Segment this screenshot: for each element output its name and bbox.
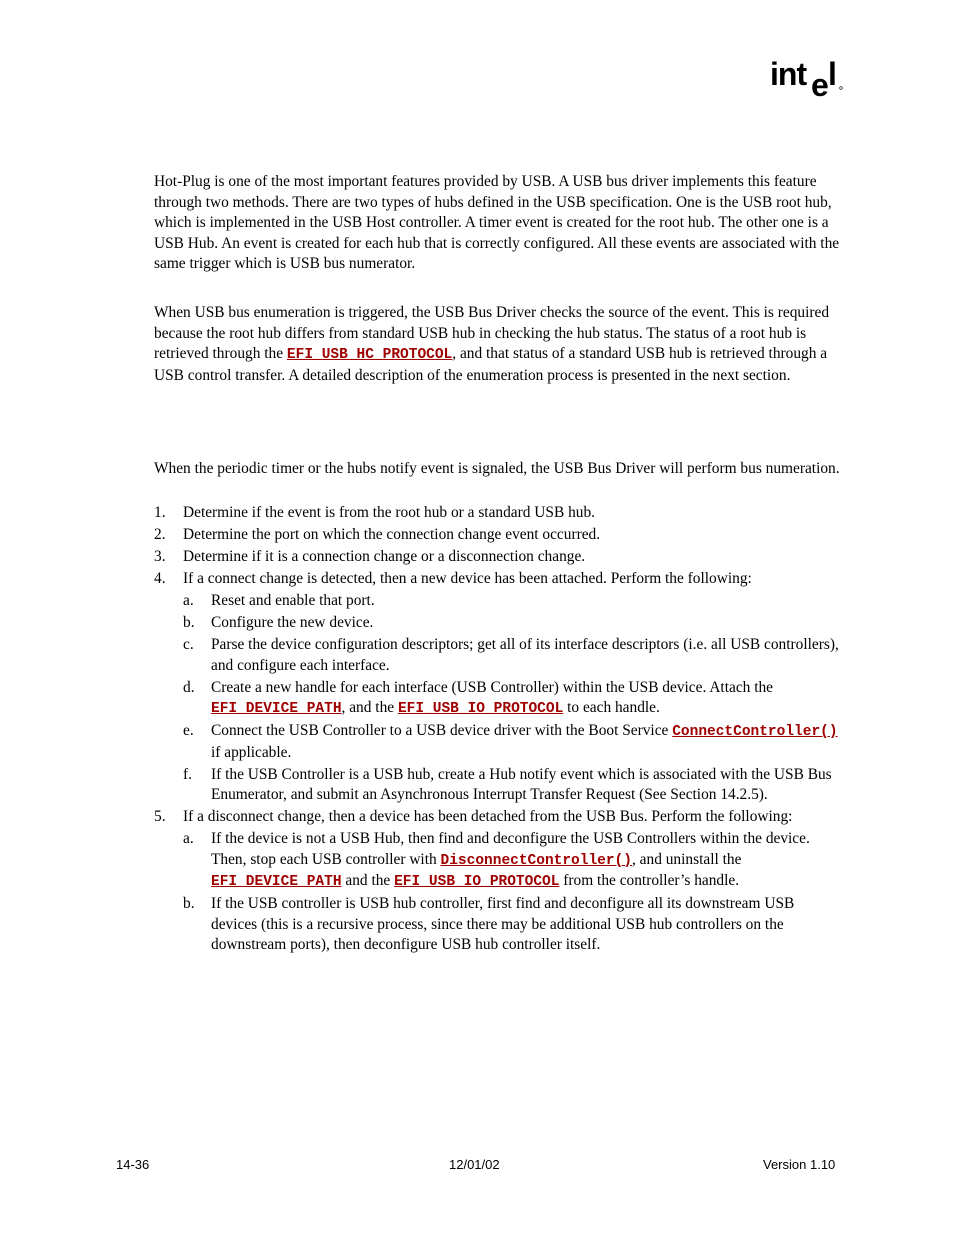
footer-version: Version 1.10 [763,1157,836,1172]
substep-text: Parse the device configuration descriptors; get all of its interface descriptors (i.e. all USB controllers), and configure each interface. [211,636,839,674]
step-number: 5. [154,808,166,825]
substep-letter: c. [183,636,194,653]
list-item [154,569,844,806]
disconnect-substeps-list [183,829,844,956]
substep-text: Connect the USB Controller to a USB device driver with the Boot Service [211,722,673,739]
substep-letter: d. [183,678,195,696]
list-item [183,765,844,806]
efi-device-path-link[interactable]: EFI_DEVICE_PATH [211,701,342,717]
substep-text: if applicable. [211,743,292,761]
substep-letter: f. [183,765,192,783]
connect-controller-link[interactable]: ConnectController() [672,724,838,740]
paragraph-text: , and that status of a standard USB hub is retrieved through a USB control transfer. A detailed description of the enumeration process is presented in the next section. [154,345,828,384]
efi-usb-io-protocol-link[interactable]: EFI_USB_IO_PROTOCOL [397,701,564,717]
list-item [183,635,844,676]
list-item [154,525,844,546]
substep-letter: b. [183,614,195,631]
substep-text: , and the [341,699,398,716]
substep-text: from the controller’s handle. [559,872,740,889]
svg-text:l: l [828,58,837,92]
footer-date: 12/01/02 [449,1157,500,1172]
substep-text: and the [341,872,395,889]
substep-text: Configure the new device. [211,614,374,631]
substep-letter: e. [183,722,194,739]
substep-letter: a. [183,830,194,847]
enumeration-steps-list [154,503,844,957]
connect-substeps-list [183,591,844,806]
substep-text: to each handle. [563,699,660,716]
efi-usb-hc-protocol-link[interactable]: EFI_USB_HC_PROTOCOL [286,347,453,363]
substep-letter: b. [183,895,195,912]
substep-text: If the device is not a USB Hub, then find and deconfigure the USB Controllers within the device. Then, stop each USB controller with [211,830,810,868]
step-text: Determine the port on which the connection change event occurred. [183,526,601,543]
footer-page-number: 14-36 [116,1157,150,1172]
substep-text: If the USB controller is USB hub controller, first find and deconfigure all its downstream USB devices (this is a recursive process, since there may be additional USB hub controllers on the downstream ports), then deconfigure USB hub controller itself. [211,895,795,953]
list-item [183,678,844,720]
list-item [183,829,844,893]
disconnect-controller-link[interactable]: DisconnectController() [440,852,632,869]
substep-text: , and uninstall the [631,850,742,868]
enumeration-trigger-paragraph [154,303,844,386]
step-number: 2. [154,526,166,543]
list-item [154,503,844,524]
svg-text:e: e [811,67,829,103]
efi-device-path-link[interactable]: EFI_DEVICE_PATH [211,874,342,890]
list-item [154,807,844,956]
list-item [183,894,844,956]
efi-usb-io-protocol-link[interactable]: EFI_USB_IO_PROTOCOL [394,874,560,890]
substep-letter: a. [183,592,194,609]
substep-text: Create a new handle for each interface (USB Controller) within the USB device. Attach the [211,678,773,696]
step-number: 3. [154,548,166,565]
step-number: 1. [154,504,166,521]
step-text: Determine if the event is from the root hub or a standard USB hub. [183,504,596,521]
list-item [154,547,844,568]
step-text: If a disconnect change, then a device has been detached from the USB Bus. Perform the following: [183,808,793,825]
step-text: If a connect change is detected, then a new device has been attached. Perform the following: [183,570,752,587]
step-number: 4. [154,570,166,587]
substep-text: Reset and enable that port. [211,592,375,609]
intel-logo [770,58,845,104]
paragraph-text: When USB bus enumeration is triggered, the USB Bus Driver checks the source of the event. This is required because the root hub differs from standard USB hub in checking the hub status. The status of a root hub is retrieved through the [154,304,830,362]
list-item [183,613,844,634]
list-item [183,721,844,763]
substep-text: If the USB Controller is a USB hub, create a Hub notify event which is associated with the USB Bus Enumerator, and submit an Asynchronous Interrupt Transfer Request (See Section 14.2.5). [211,765,832,803]
bus-numeration-intro-paragraph: When the periodic timer or the hubs notify event is signaled, the USB Bus Driver will perform bus numeration. [154,460,840,477]
svg-text:int: int [770,58,807,92]
list-item [183,591,844,612]
step-text: Determine if it is a connection change or a disconnection change. [183,548,586,565]
hot-plug-paragraph: Hot-Plug is one of the most important features provided by USB. A USB bus driver implements this feature through two methods. There are two types of hubs defined in the USB specification. One is the USB root hub, which is implemented in the USB Host controller. A timer event is created for the root hub. The other one is a USB Hub. An event is created for each hub that is correctly configured. All these events are associated with the same trigger which is USB bus numerator. [154,173,840,272]
